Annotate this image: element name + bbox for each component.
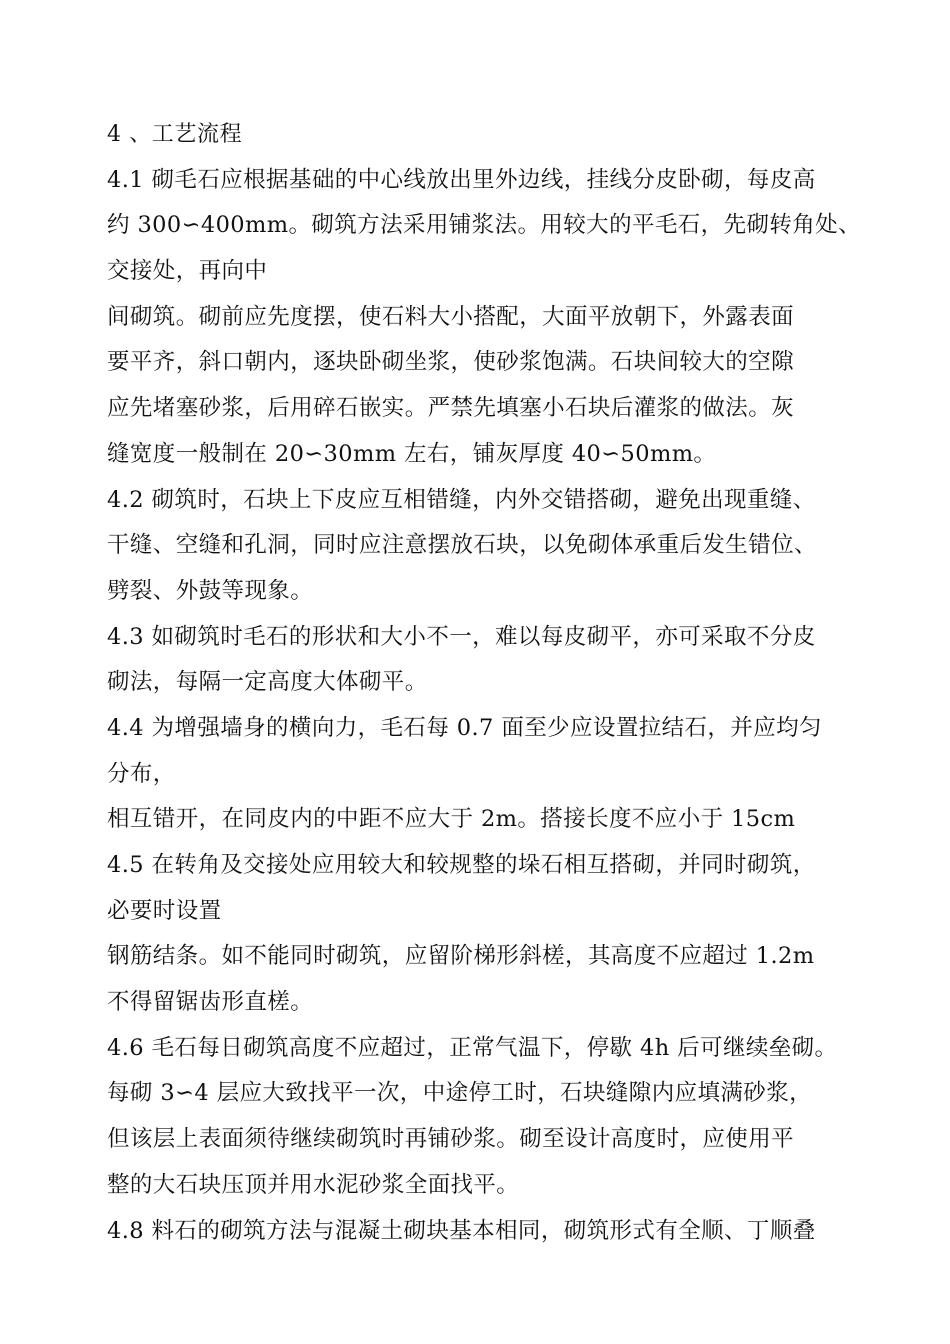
text-line: 钢筋结条。如不能同时砌筑，应留阶梯形斜槎，其高度不应超过 1.2m: [107, 943, 815, 970]
text-line: 4.1 砌毛石应根据基础的中心线放出里外边线，挂线分皮卧砌，每皮高: [107, 166, 816, 193]
text-line: 应先堵塞砂浆，后用碎石嵌实。严禁先填塞小石块后灌浆的做法。灰: [107, 395, 795, 422]
text-line: 每砌 3∽4 层应大致找平一次，中途停工时，石块缝隙内应填满砂浆，: [107, 1080, 812, 1107]
text-line: 交接处，再向中: [107, 258, 268, 285]
text-line: 但该层上表面须待继续砌筑时再铺砂浆。砌至设计高度时，应使用平: [107, 1126, 795, 1153]
text-line: 4.3 如砌筑时毛石的形状和大小不一，难以每皮砌平，亦可采取不分皮: [107, 623, 816, 650]
text-line: 间砌筑。砌前应先度摆，使石料大小搭配，大面平放朝下，外露表面: [107, 303, 795, 330]
text-line: 分布，: [107, 760, 176, 787]
text-line: 4.2 砌筑时，石块上下皮应互相错缝，内外交错搭砌，避免出现重缝、: [107, 486, 816, 513]
document-body: [107, 112, 861, 1254]
text-line: 4.8 料石的砌筑方法与混凝土砌块基本相同，砌筑形式有全顺、丁顺叠: [107, 1217, 816, 1244]
text-line: 缝宽度一般制在 20∽30mm 左右，铺灰厚度 40∽50mm。: [107, 440, 717, 467]
text-line: 砌法，每隔一定高度大体砌平。: [107, 669, 428, 696]
text-line: 约 300∽400mm。砌筑方法采用铺浆法。用较大的平毛石，先砌转角处、: [107, 212, 861, 239]
text-line: 4.6 毛石每日砌筑高度不应超过，正常气温下，停歇 4h 后可继续垒砌。: [107, 1034, 838, 1061]
text-line: 要平齐，斜口朝内，逐块卧砌坐浆，使砂浆饱满。石块间较大的空隙: [107, 349, 795, 376]
text-line: 干缝、空缝和孔洞，同时应注意摆放石块，以免砌体承重后发生错位、: [107, 532, 817, 559]
section-heading: 4 、工艺流程: [107, 122, 243, 147]
text-line: 相互错开，在同皮内的中距不应大于 2m。搭接长度不应小于 15cm: [107, 806, 796, 833]
text-line: 4.4 为增强墙身的横向力，毛石每 0.7 面至少应设置拉结石，并应均匀: [107, 714, 822, 741]
text-line: 不得留锯齿形直槎。: [107, 989, 314, 1016]
text-line: 必要时设置: [107, 897, 222, 924]
text-line: 4.5 在转角及交接处应用较大和较规整的垛石相互搭砌，并同时砌筑，: [107, 852, 816, 878]
text-line: 整的大石块压顶并用水泥砂浆全面找平。: [107, 1171, 520, 1198]
text-line: 劈裂、外鼓等现象。: [107, 577, 314, 604]
